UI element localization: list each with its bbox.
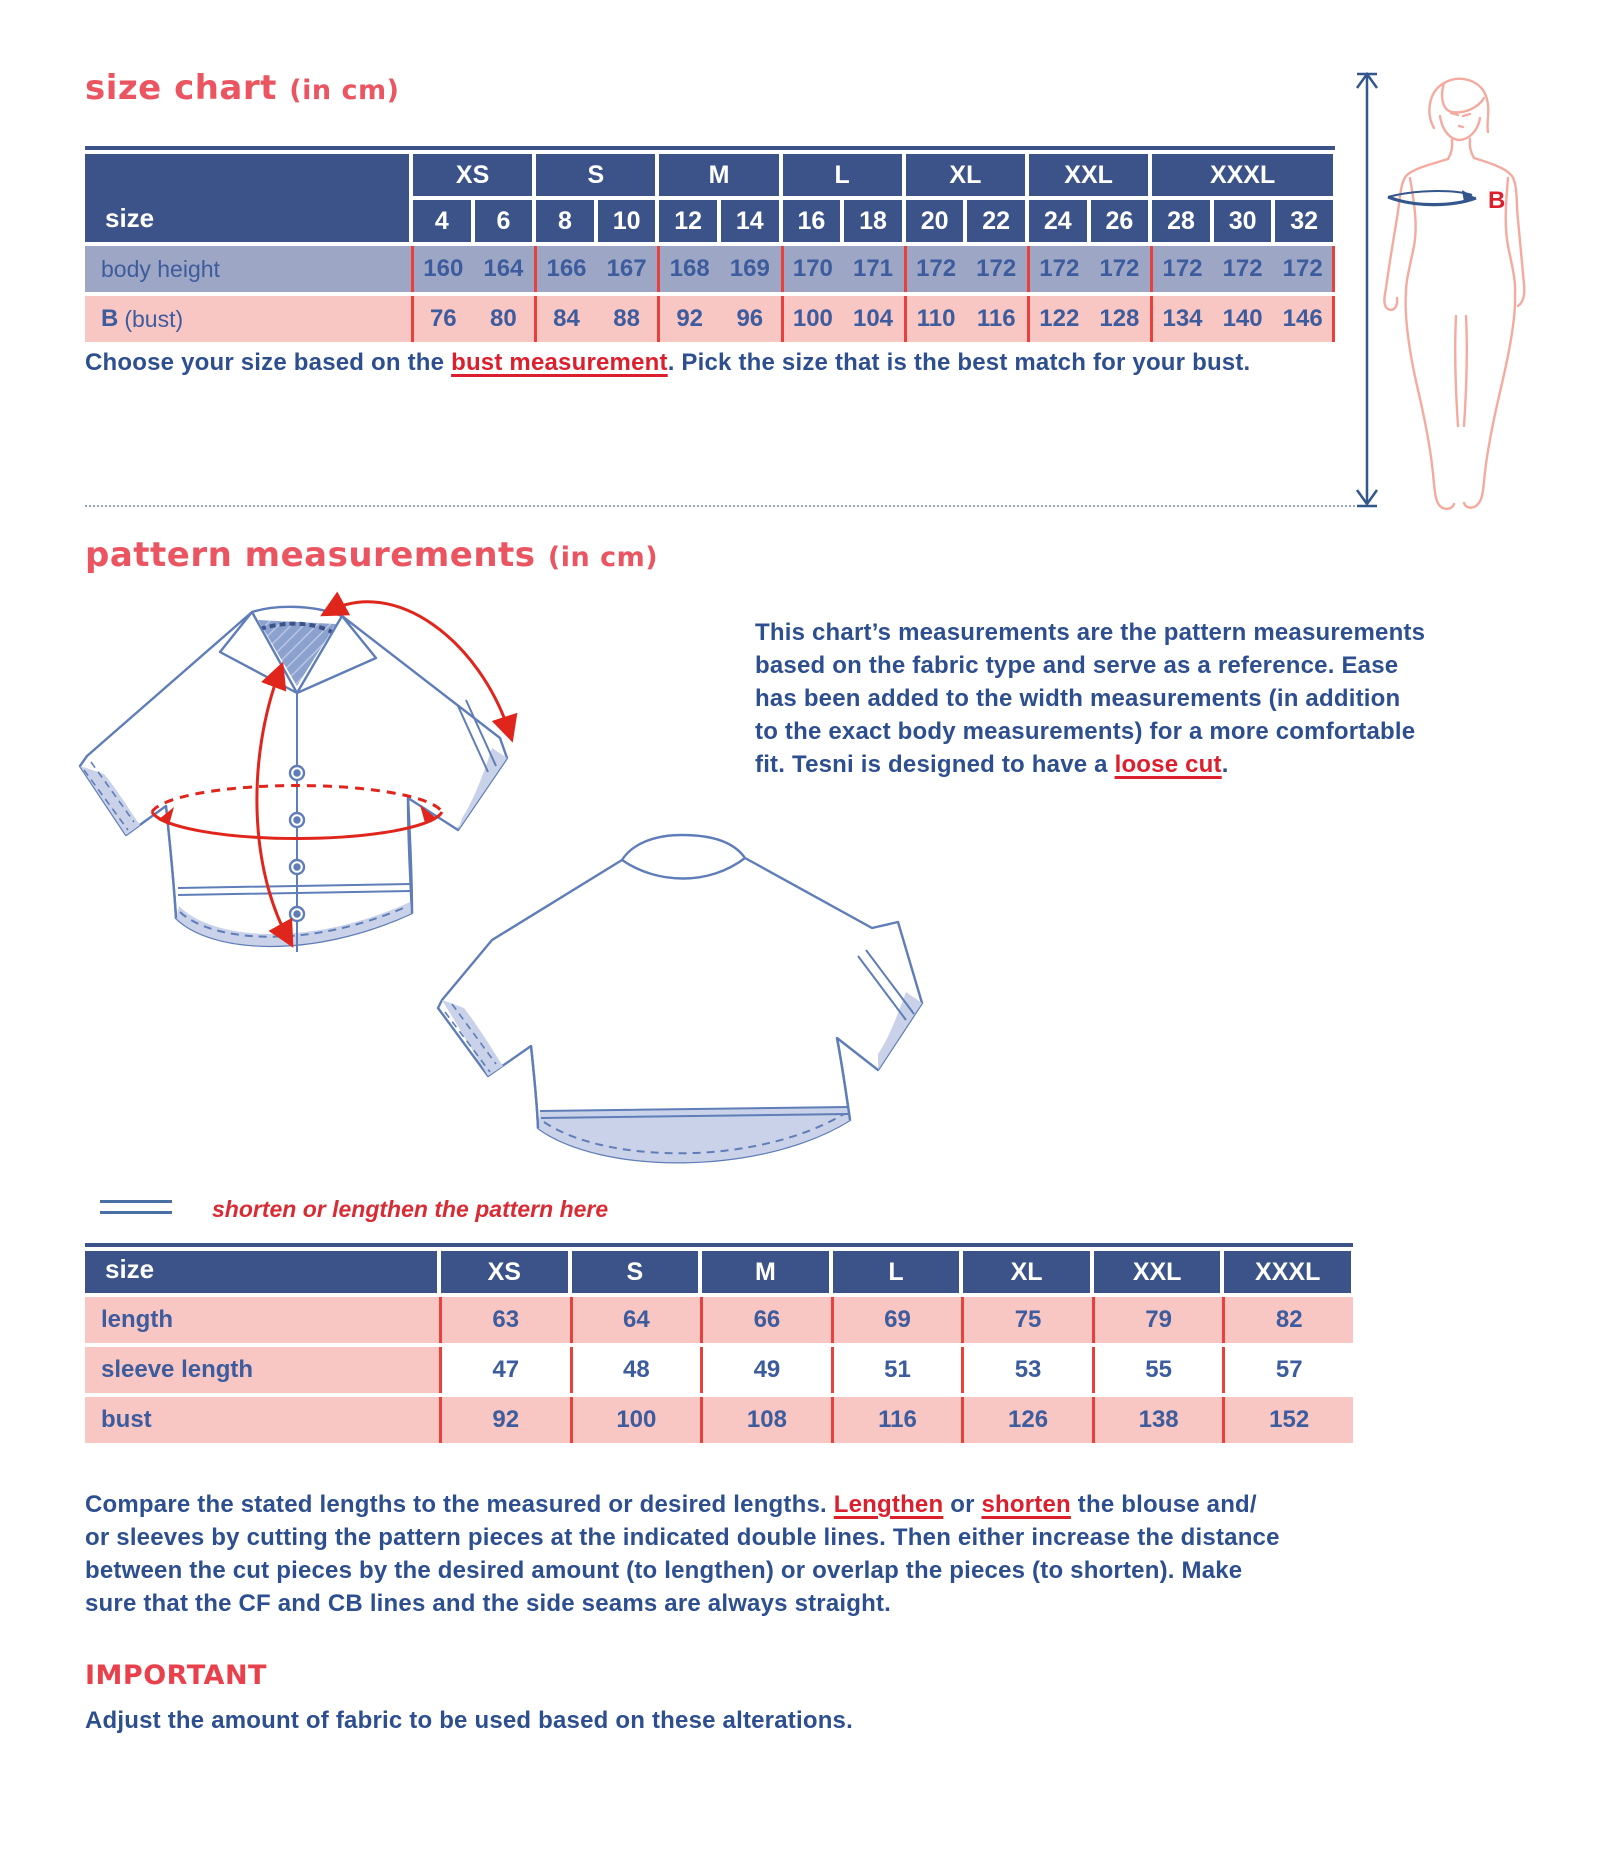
size-table-value: 88 <box>596 296 658 342</box>
size-number-header: 16 <box>783 200 841 242</box>
size-table-value: 146 <box>1273 296 1335 342</box>
pattern-description <box>755 616 1465 781</box>
size-table-value: 164 <box>473 246 535 292</box>
size-number-header: 14 <box>721 200 779 242</box>
pattern-table-grid <box>85 1251 1353 1443</box>
legend-text: shorten or lengthen the pattern here <box>212 1196 609 1222</box>
text-segment: the blouse and/ <box>1070 1491 1257 1518</box>
pattern-col-header: L <box>833 1251 960 1293</box>
size-group-header: M <box>659 154 778 196</box>
pattern-table-value: 82 <box>1222 1297 1353 1343</box>
shirt-front-view <box>80 607 507 952</box>
text-segment: to the exact body measurements) for a more comfortable <box>755 718 1416 745</box>
row-label-strong: B <box>101 305 119 332</box>
table-top-rule <box>85 146 1335 150</box>
text-segment: or sleeves by cutting the pattern pieces at the indicated double lines. Then either increase the distance <box>85 1524 1280 1551</box>
size-table-value: 172 <box>1150 246 1212 292</box>
pattern-col-header: XS <box>441 1251 568 1293</box>
pattern-table-value: 79 <box>1092 1297 1223 1343</box>
pattern-col-header: S <box>572 1251 699 1293</box>
size-group-header: XXL <box>1029 154 1148 196</box>
text-segment: sure that the CF and CB lines and the side seams are always straight. <box>85 1590 892 1617</box>
emphasized-phrase: Lengthen <box>833 1491 944 1518</box>
pattern-row-label: bust <box>85 1397 439 1443</box>
size-table-value: 169 <box>719 246 781 292</box>
pattern-table-value: 152 <box>1222 1397 1353 1443</box>
size-table-value: 172 <box>965 246 1027 292</box>
pattern-table-value: 138 <box>1092 1397 1223 1443</box>
text-segment: Choose your size based on the <box>85 349 452 376</box>
size-number-header: 32 <box>1275 200 1333 242</box>
text-segment: Compare the stated lengths to the measured or desired lengths. <box>85 1491 834 1518</box>
text-segment: between the cut pieces by the desired amount (to lengthen) or overlap the pieces (to shorten). Make <box>85 1557 1243 1584</box>
size-table-value: 80 <box>473 296 535 342</box>
size-table-value: 172 <box>1089 246 1151 292</box>
size-number-header: 6 <box>475 200 533 242</box>
size-number-header: 8 <box>536 200 594 242</box>
size-number-header: 28 <box>1152 200 1210 242</box>
pattern-table-value: 116 <box>831 1397 962 1443</box>
size-table-value: 160 <box>411 246 473 292</box>
section-separator <box>85 505 1355 507</box>
size-table-value: 122 <box>1027 296 1089 342</box>
size-number-header: 24 <box>1029 200 1087 242</box>
size-group-header: XXXL <box>1152 154 1333 196</box>
pattern-heading-suffix: (in cm) <box>547 542 659 573</box>
size-table-value: 100 <box>781 296 843 342</box>
pattern-heading-text: pattern measurements <box>85 535 536 575</box>
size-table-value: 171 <box>842 246 904 292</box>
size-number-header: 18 <box>844 200 902 242</box>
size-chart-table <box>85 146 1335 342</box>
pattern-table-value: 47 <box>439 1347 570 1393</box>
size-chart-heading-suffix: (in cm) <box>289 75 400 106</box>
size-table-value: 166 <box>534 246 596 292</box>
size-table-value: 172 <box>1212 246 1274 292</box>
size-table-row-label: body height <box>85 246 411 292</box>
important-heading: IMPORTANT <box>85 1660 267 1691</box>
size-number-header: 30 <box>1214 200 1272 242</box>
text-segment: . Pick the size that is the best match for your bust. <box>667 349 1251 376</box>
size-table-value: 128 <box>1089 296 1151 342</box>
alterations-paragraph <box>85 1488 1375 1620</box>
text-segment: fit. Tesni is designed to have a <box>755 751 1115 778</box>
pattern-table-value: 66 <box>700 1297 831 1343</box>
bust-letter-label: B <box>1488 187 1506 214</box>
pattern-measurements-heading <box>85 535 658 575</box>
pattern-table-value: 75 <box>961 1297 1092 1343</box>
pattern-row-label: sleeve length <box>85 1347 439 1393</box>
pattern-table-value: 53 <box>961 1347 1092 1393</box>
pattern-table-value: 63 <box>439 1297 570 1343</box>
size-table-value: 140 <box>1212 296 1274 342</box>
size-table-value: 172 <box>1273 246 1335 292</box>
pattern-measurements-table <box>85 1243 1353 1443</box>
size-table-value: 172 <box>1027 246 1089 292</box>
size-group-header: XL <box>906 154 1025 196</box>
pattern-table-value: 51 <box>831 1347 962 1393</box>
size-table-value: 134 <box>1150 296 1212 342</box>
pattern-table-value: 108 <box>700 1397 831 1443</box>
size-number-header: 4 <box>413 200 471 242</box>
size-table-value: 172 <box>904 246 966 292</box>
size-table-value: 170 <box>781 246 843 292</box>
pattern-table-value: 55 <box>1092 1347 1223 1393</box>
pattern-table-corner: size <box>85 1251 437 1293</box>
size-number-header: 20 <box>906 200 964 242</box>
body-figure-illustration <box>1348 66 1600 516</box>
size-chart-heading <box>85 68 399 108</box>
size-note <box>85 346 1285 379</box>
pattern-table-value: 69 <box>831 1297 962 1343</box>
important-text: Adjust the amount of fabric to be used based on these alterations. <box>85 1707 853 1734</box>
emphasized-phrase: loose cut <box>1114 751 1222 778</box>
size-group-header: S <box>536 154 655 196</box>
size-number-header: 22 <box>967 200 1025 242</box>
size-number-header: 12 <box>659 200 717 242</box>
shirt-back-view <box>438 835 922 1162</box>
size-table-corner: size <box>85 154 409 242</box>
double-line-symbol <box>100 1200 172 1214</box>
pattern-table-value: 126 <box>961 1397 1092 1443</box>
text-segment: has been added to the width measurements (in addition <box>755 685 1401 712</box>
text-segment: or <box>943 1491 982 1518</box>
text-segment: based on the fabric type and serve as a reference. Ease <box>755 652 1399 679</box>
size-chart-grid <box>85 154 1335 342</box>
pattern-row-label: length <box>85 1297 439 1343</box>
woman-figure <box>1384 79 1524 509</box>
size-table-value: 168 <box>657 246 719 292</box>
pattern-col-header: XXL <box>1094 1251 1221 1293</box>
size-chart-heading-text: size chart <box>85 68 277 108</box>
pattern-table-value: 49 <box>700 1347 831 1393</box>
size-number-header: 26 <box>1091 200 1149 242</box>
size-table-value: 104 <box>842 296 904 342</box>
size-table-value: 84 <box>534 296 596 342</box>
pattern-table-value: 57 <box>1222 1347 1353 1393</box>
pattern-table-value: 64 <box>570 1297 701 1343</box>
text-segment: . <box>1221 751 1229 778</box>
height-arrow <box>1357 74 1377 506</box>
emphasized-phrase: shorten <box>981 1491 1071 1518</box>
size-table-value: 96 <box>719 296 781 342</box>
pattern-col-header: M <box>702 1251 829 1293</box>
pattern-table-value: 92 <box>439 1397 570 1443</box>
pattern-table-value: 100 <box>570 1397 701 1443</box>
size-table-value: 92 <box>657 296 719 342</box>
size-number-header: 10 <box>598 200 656 242</box>
size-table-value: 116 <box>965 296 1027 342</box>
size-group-header: XS <box>413 154 532 196</box>
pattern-col-header: XXXL <box>1224 1251 1351 1293</box>
pattern-col-header: XL <box>963 1251 1090 1293</box>
table-top-rule <box>85 1243 1353 1247</box>
size-table-value: 167 <box>596 246 658 292</box>
size-group-header: L <box>783 154 902 196</box>
size-table-value: 76 <box>411 296 473 342</box>
emphasized-phrase: bust measurement <box>451 349 668 376</box>
text-segment: This chart’s measurements are the pattern measurements <box>755 619 1426 646</box>
size-table-value: 110 <box>904 296 966 342</box>
pattern-table-value: 48 <box>570 1347 701 1393</box>
size-table-row-label: B (bust) <box>85 296 411 342</box>
